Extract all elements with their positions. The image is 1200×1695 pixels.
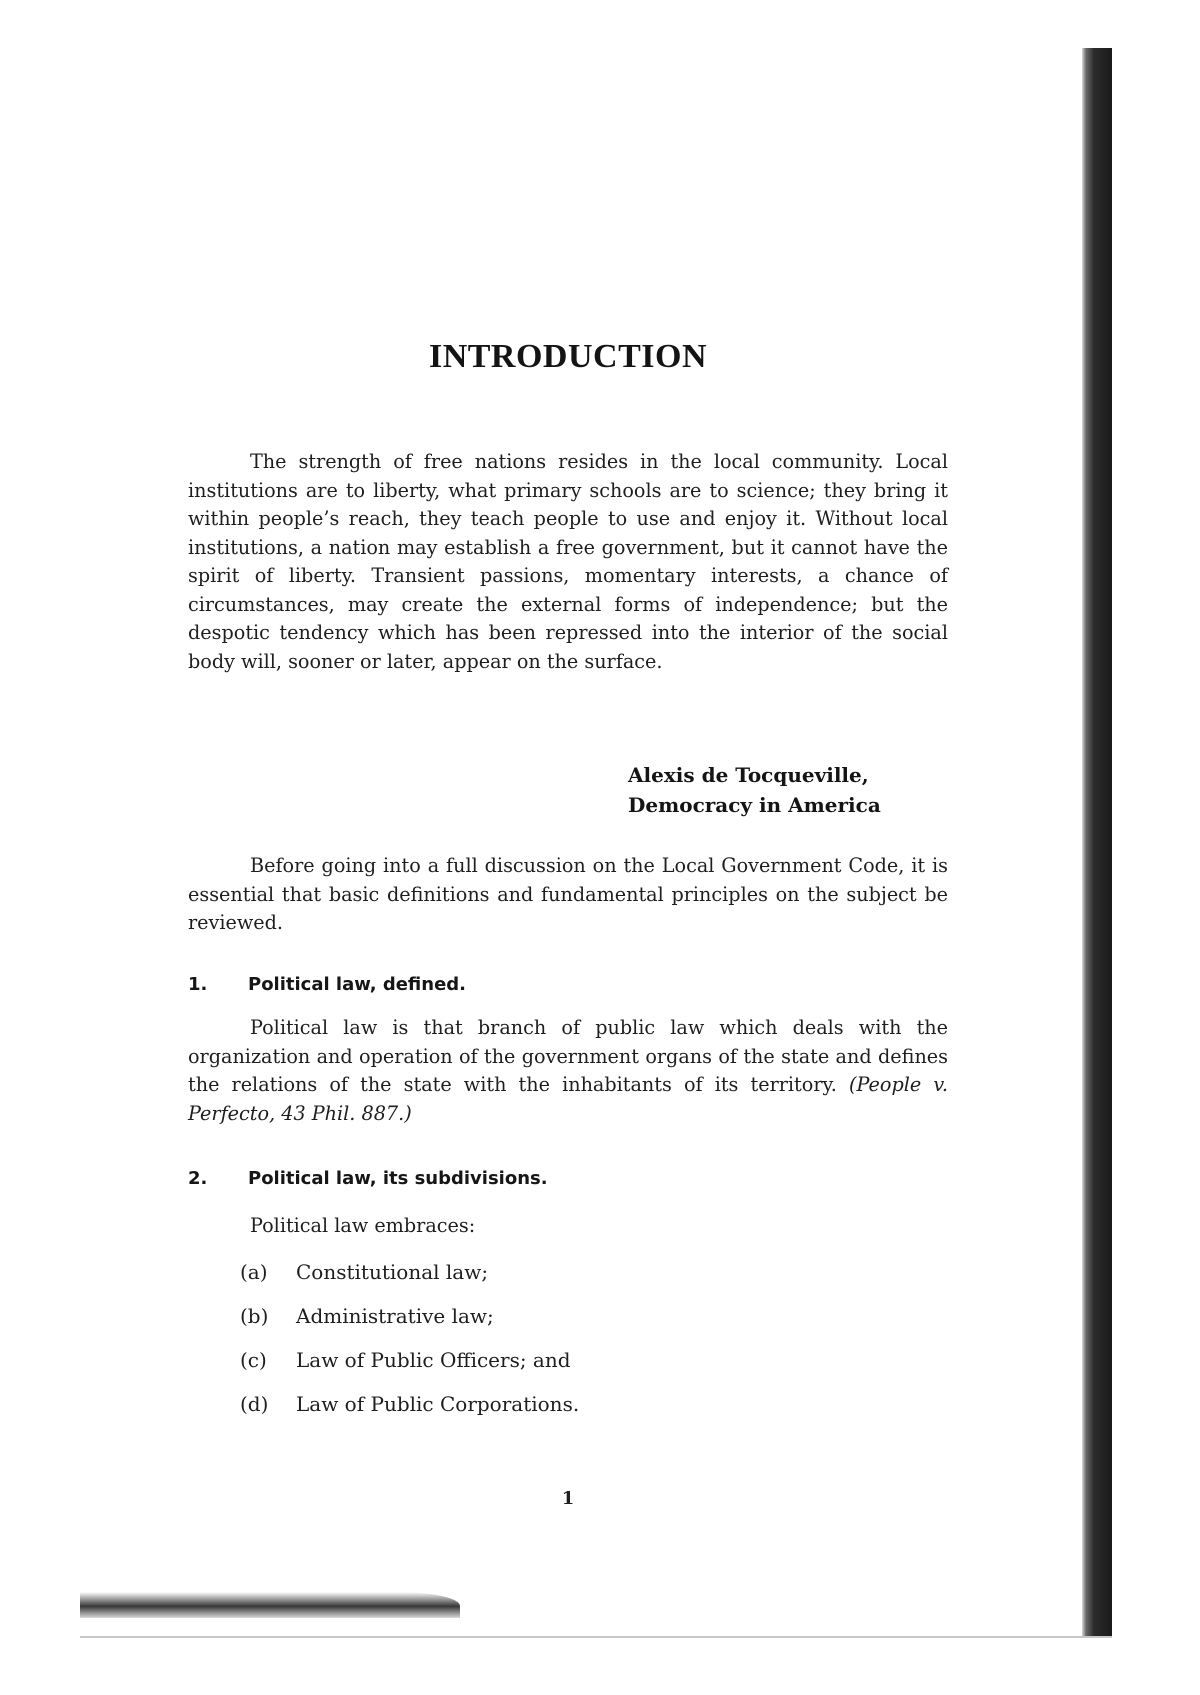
list-item-text: Law of Public Officers; and (296, 1348, 571, 1372)
section-heading (188, 1168, 948, 1189)
section-body-text: Political law is that branch of public law which deals with the organization and operation of the government organs of the state and defines the relations of the state with the inhabitants of its territory. (188, 1016, 948, 1096)
case-citation: (People v. Perfecto, 43 Phil. 887.) (188, 1073, 948, 1125)
intro-paragraph: Before going into a full discussion on the Local Government Code, it is essential that basic definitions and fundamental principles on the subject be reviewed. (188, 854, 948, 934)
epigraph-author: Alexis de Tocqueville, (628, 763, 869, 787)
list-marker: (b) (240, 1304, 269, 1328)
page-title: INTRODUCTION (428, 338, 708, 375)
list-item-text: Constitutional law; (296, 1260, 489, 1284)
section-number: 1. (188, 974, 208, 995)
epigraph-quote: The strength of free nations resides in the local community. Local institutions are to liberty, what primary schools are to science; they bring it within people’s reach, they teach people to use and enjoy it. Without local institutions, a nation may establish a free government, but it cannot have the spirit of liberty. Transient passions, momentary interests, a chance of circumstances, may create the external forms of independence; but the despotic tendency which has been repressed into the interior of the social body will, sooner or later, appear on the surface. (188, 450, 948, 673)
list-item (240, 1392, 940, 1436)
epigraph-attribution (628, 760, 948, 820)
list-marker: (a) (240, 1260, 268, 1284)
section-number: 2. (188, 1168, 208, 1189)
epigraph-work: Democracy in America (628, 793, 881, 817)
list-item-text: Law of Public Corporations. (296, 1392, 580, 1416)
scan-bottom-edge (80, 1636, 1112, 1638)
list-item (240, 1260, 940, 1304)
list-item (240, 1348, 940, 1392)
list-item (240, 1304, 940, 1348)
section-body: Political law embraces: (250, 1214, 476, 1237)
page-number: 1 (561, 1488, 575, 1509)
section-title: Political law, its subdivisions. (248, 1168, 548, 1189)
list-marker: (c) (240, 1348, 267, 1372)
scan-shadow (80, 1592, 460, 1618)
list-item-text: Administrative law; (296, 1304, 494, 1328)
subdivision-list (240, 1260, 940, 1436)
binding-edge (1082, 48, 1112, 1638)
section-body (188, 1014, 948, 1128)
section-heading (188, 974, 948, 995)
list-marker: (d) (240, 1392, 269, 1416)
section-title: Political law, defined. (248, 974, 467, 995)
